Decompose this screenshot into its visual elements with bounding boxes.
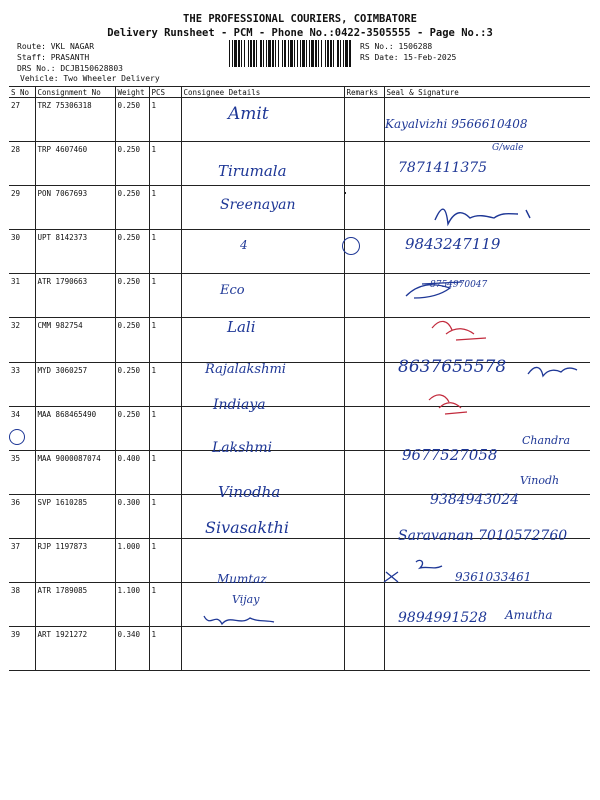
pcs-cell: 1 <box>149 538 181 582</box>
weight-cell: 0.300 <box>115 494 149 538</box>
consignment-cell: TRZ 75306318 <box>35 98 115 142</box>
remarks-cell <box>344 186 384 230</box>
rs-date: RS Date: 15-Feb-2025 <box>360 53 457 62</box>
rs-number: RS No.: 1506288 <box>360 42 433 51</box>
remark-circle <box>342 237 360 255</box>
remarks-cell <box>344 494 384 538</box>
handwritten-consignee: Eco <box>220 283 245 298</box>
pcs-cell: 1 <box>149 230 181 274</box>
remarks-cell <box>344 538 384 582</box>
handwritten-consignee: Mumtaz <box>217 572 267 586</box>
sno-cell: 32 <box>9 318 35 362</box>
sno-cell: 29 <box>9 186 35 230</box>
weight-cell: 0.250 <box>115 98 149 142</box>
remarks-cell <box>344 362 384 406</box>
sno-cell: 27 <box>9 98 35 142</box>
remarks-cell <box>344 98 384 142</box>
remarks-cell <box>344 274 384 318</box>
weight-cell: 0.250 <box>115 230 149 274</box>
col-weight: Weight <box>115 87 149 98</box>
handwritten-consignee: Amit <box>228 104 269 124</box>
handwritten-signature-name: Chandra <box>522 434 571 447</box>
consignee-cell <box>181 318 344 362</box>
sno-cell: 35 <box>9 450 35 494</box>
sno-cell: 38 <box>9 583 35 627</box>
handwritten-signature-name: Amutha <box>505 608 553 622</box>
consignment-cell: UPT 8142373 <box>35 230 115 274</box>
consignment-cell: ATR 1790663 <box>35 274 115 318</box>
sno-cell: 39 <box>9 627 35 671</box>
handwritten-consignee: Indiaya <box>213 397 266 413</box>
consignment-cell: TRP 4607460 <box>35 142 115 186</box>
table-row <box>9 583 590 627</box>
remarks-cell <box>344 583 384 627</box>
handwritten-signature: 9894991528 <box>398 610 488 626</box>
pcs-cell: 1 <box>149 274 181 318</box>
consignment-cell: ART 1921272 <box>35 627 115 671</box>
handwritten-consignee: Sivasakthi <box>205 518 289 537</box>
consignment-cell: ATR 1789085 <box>35 583 115 627</box>
weight-cell: 0.250 <box>115 406 149 450</box>
handwritten-consignee: Vinodha <box>218 483 281 501</box>
stamp-scribble <box>426 314 496 346</box>
pcs-cell: 1 <box>149 583 181 627</box>
remarks-cell <box>344 406 384 450</box>
pcs-cell: 1 <box>149 627 181 671</box>
scribble-signature <box>430 200 545 228</box>
handwritten-signature: 7871411375 <box>398 160 488 176</box>
weight-cell: 0.250 <box>115 362 149 406</box>
consignment-cell: CMM 982754 <box>35 318 115 362</box>
handwritten-consignee: Rajalakshmi <box>205 362 286 377</box>
sno-cell: 36 <box>9 494 35 538</box>
col-pcs: PCS <box>149 87 181 98</box>
sno-cell: 33 <box>9 362 35 406</box>
handwritten-signature: Kayalvizhi 9566610408 <box>385 117 528 131</box>
remark-dot <box>344 192 346 194</box>
handwritten-consignee: Sreenayan <box>220 197 296 213</box>
pcs-cell: 1 <box>149 142 181 186</box>
col-consignee: Consignee Details <box>181 87 344 98</box>
handwritten-signature: 8754970047 <box>430 280 488 290</box>
consignment-cell: MYD 3060257 <box>35 362 115 406</box>
handwritten-consignee: Lakshmi <box>212 440 273 456</box>
scribble-signature <box>402 278 472 302</box>
handwritten-signature: 9677527058 <box>402 446 498 464</box>
route-label: Route: VKL NAGAR <box>17 42 95 51</box>
weight-cell: 0.400 <box>115 450 149 494</box>
scribble-signature <box>380 558 450 588</box>
sno-circle-mark <box>9 429 25 445</box>
consignee-cell <box>181 627 344 671</box>
page-title: THE PROFESSIONAL COURIERS, COIMBATORE <box>183 13 417 25</box>
handwritten-signature-name: Vinodh <box>520 474 560 487</box>
consignee-cell <box>181 230 344 274</box>
pcs-cell: 1 <box>149 98 181 142</box>
weight-cell: 0.250 <box>115 318 149 362</box>
stamp-scribble <box>425 390 475 420</box>
consignment-cell: MAA 868465490 <box>35 406 115 450</box>
handwritten-consignee: Tirumala <box>218 162 287 180</box>
consignment-cell: SVP 1610285 <box>35 494 115 538</box>
col-remarks: Remarks <box>344 87 384 98</box>
vehicle-label: Vehicle: Two Wheeler Delivery <box>20 74 160 83</box>
pcs-cell: 1 <box>149 450 181 494</box>
scribble-signature <box>525 360 580 382</box>
consignment-cell: PON 7067693 <box>35 186 115 230</box>
handwritten-consignee: Lali <box>227 318 256 336</box>
handwritten-signature: 9361033461 <box>455 570 532 584</box>
sno-cell: 30 <box>9 230 35 274</box>
col-seal-signature: Seal & Signature <box>384 87 590 98</box>
drs-number: DRS No.: DCJB15062880З <box>17 64 123 73</box>
table-row <box>9 627 590 671</box>
sno-cell: 34 <box>9 406 35 450</box>
sno-cell: 28 <box>9 142 35 186</box>
col-consignment: Consignment No <box>35 87 115 98</box>
pcs-cell: 1 <box>149 186 181 230</box>
table-row <box>9 406 590 450</box>
barcode <box>229 40 351 67</box>
remarks-cell <box>344 318 384 362</box>
handwritten-consignee: 4 <box>240 238 248 252</box>
handwritten-signature: Saravanan 7010572760 <box>398 528 568 544</box>
handwritten-note: G/wale <box>492 143 524 153</box>
table-row <box>9 318 590 362</box>
table-row <box>9 230 590 274</box>
weight-cell: 0.250 <box>115 142 149 186</box>
weight-cell: 1.100 <box>115 583 149 627</box>
weight-cell: 0.250 <box>115 186 149 230</box>
handwritten-signature: 9384943024 <box>430 492 520 508</box>
weight-cell: 1.000 <box>115 538 149 582</box>
handwritten-consignee-note: Vijay <box>232 593 260 606</box>
weight-cell: 0.250 <box>115 274 149 318</box>
consignment-cell: MAA 9000087074 <box>35 450 115 494</box>
handwritten-signature: 8637655578 <box>398 357 507 377</box>
pcs-cell: 1 <box>149 318 181 362</box>
handwritten-signature: 9843247119 <box>405 235 501 253</box>
col-sno: S No <box>9 87 35 98</box>
pcs-cell: 1 <box>149 406 181 450</box>
remarks-cell <box>344 627 384 671</box>
pcs-cell: 1 <box>149 362 181 406</box>
signature-cell <box>384 627 590 671</box>
runsheet-subtitle: Delivery Runsheet - PCM - Phone No.:0422-3505555 - Page No.:3 <box>107 27 493 39</box>
sno-cell: 37 <box>9 538 35 582</box>
pcs-cell: 1 <box>149 494 181 538</box>
remarks-cell <box>344 450 384 494</box>
staff-label: Staff: PRASANTH <box>17 53 90 62</box>
consignee-cell <box>181 274 344 318</box>
remarks-cell <box>344 142 384 186</box>
table-row <box>9 450 590 494</box>
table-row <box>9 274 590 318</box>
weight-cell: 0.340 <box>115 627 149 671</box>
scribble-signature <box>200 608 280 632</box>
table-header-row <box>9 87 590 98</box>
consignment-cell: RJP 1197873 <box>35 538 115 582</box>
sno-cell: 31 <box>9 274 35 318</box>
